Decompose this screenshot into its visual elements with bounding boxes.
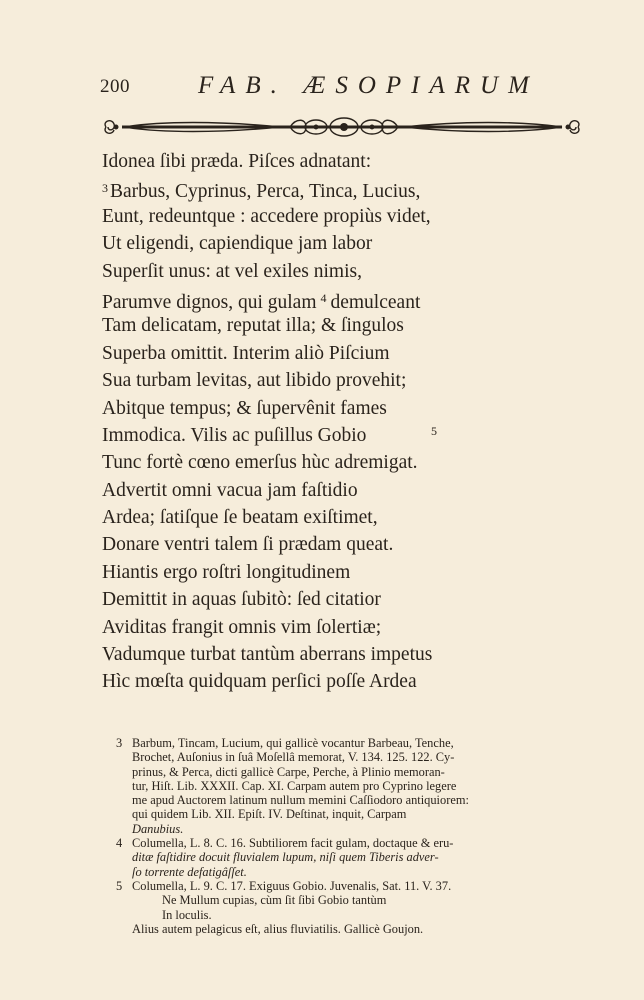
verse-line bbox=[102, 559, 552, 586]
footnote-line: ſo torrente defatigâſſet. bbox=[132, 864, 247, 879]
footnote-line: tur, Hiſt. Lib. XXXII. Cap. XI. Carpam autem pro Cyprino legere bbox=[132, 778, 457, 793]
footnote-number: 4 bbox=[116, 836, 123, 851]
verse-line-text: Hiantis ergo roſtri longitudinem bbox=[102, 561, 351, 583]
footnote-line: Danubius. bbox=[132, 821, 184, 836]
footnote-marker: 4 bbox=[320, 290, 327, 305]
verse-line bbox=[102, 340, 552, 367]
footnote-line: Alius autem pelagicus eſt, alius fluviatilis. Gallicè Goujon. bbox=[132, 921, 424, 936]
verse-line-text: Hìc mœſta quidquam perſici poſſe Ardea bbox=[102, 671, 417, 693]
verse-line bbox=[102, 477, 552, 504]
footnote-4 bbox=[116, 836, 612, 879]
footnotes bbox=[116, 736, 612, 936]
footnote-line: ditæ faſtidire docuit fluvialem lupum, niſi quem Tiberis adver- bbox=[132, 850, 439, 865]
footnote-line: In loculis. bbox=[162, 907, 212, 922]
verse-line bbox=[102, 148, 552, 175]
verse-line bbox=[102, 586, 552, 613]
verse-line-text: Barbus, Cyprinus, Perca, Tinca, Lucius, bbox=[110, 181, 421, 203]
running-title: FAB. ÆSOPIARUM bbox=[198, 72, 539, 99]
verse-line bbox=[102, 668, 552, 695]
footnote-marker: 3 bbox=[102, 181, 108, 196]
verse-line-text: Idonea ſibi præda. Piſces adnatant: bbox=[102, 151, 372, 172]
verse-line bbox=[102, 395, 552, 422]
verse-line-text: Sua turbam levitas, aut libido provehit; bbox=[102, 370, 407, 392]
verse-line bbox=[102, 175, 552, 202]
verse-line bbox=[102, 258, 552, 285]
footnote-line: Ne Mullum cupias, cùm ſit ſibi Gobio tantùm bbox=[162, 893, 387, 908]
footnote-line: Brochet, Auſonius in ſuâ Moſellâ memorat, V. 134. 125. 122. Cy- bbox=[132, 750, 455, 765]
footnote-line: me apud Auctorem latinum nullum memini Caſſiodoro antiquiorem: bbox=[132, 793, 469, 808]
verse-line bbox=[102, 203, 552, 230]
page-header bbox=[100, 72, 580, 102]
footnote-line: Columella, L. 8. C. 16. Subtiliorem facit gulam, doctaque & eru- bbox=[132, 836, 454, 851]
footnote-line: prinus, & Perca, dicti gallicè Carpe, Perche, à Plinio memoran- bbox=[132, 764, 445, 779]
verse-line bbox=[102, 312, 552, 339]
verse-line bbox=[102, 504, 552, 531]
verse-line-text: Superba omittit. Interim aliò Piſcium bbox=[102, 342, 390, 364]
verse-line bbox=[102, 367, 552, 394]
verse-line-text: Ut eligendi, capiendique jam labor bbox=[102, 233, 373, 255]
verse-line bbox=[102, 449, 552, 476]
footnote-5 bbox=[116, 879, 612, 936]
page-number: 200 bbox=[100, 76, 130, 97]
verse-line-text: Parumve dignos, qui gulam bbox=[102, 291, 317, 313]
verse-line-text: Vadumque turbat tantùm aberrans impetus bbox=[102, 644, 433, 666]
footnote-line: Columella, L. 9. C. 17. Exiguus Gobio. Juvenalis, Sat. 11. V. 37. bbox=[132, 878, 452, 893]
verse-line-text: Abitque tempus; & ſupervênit fames bbox=[102, 397, 387, 419]
verse-line bbox=[102, 422, 552, 449]
verse-line-text: Eunt, redeuntque : accedere propiùs videt, bbox=[102, 205, 431, 227]
verse-line bbox=[102, 641, 552, 668]
verse-text bbox=[102, 148, 552, 696]
verse-line bbox=[102, 230, 552, 257]
footnote-number: 5 bbox=[116, 878, 123, 893]
verse-line-text: Immodica. Vilis ac puſillus Gobio bbox=[102, 424, 367, 446]
footnote-3 bbox=[116, 736, 612, 836]
footnote-line: Barbum, Tincam, Lucium, qui gallicè vocantur Barbeau, Tenche, bbox=[132, 736, 454, 750]
verse-line-text: Ardea; ſatiſque ſe beatam exiſtimet, bbox=[102, 507, 378, 529]
footnote-number: 3 bbox=[116, 736, 123, 750]
verse-line bbox=[102, 285, 552, 312]
verse-line bbox=[102, 614, 552, 641]
verse-line-text: Tam delicatam, reputat illa; & ſingulos bbox=[102, 315, 404, 337]
verse-line-text: Superſit unus: at vel exiles nimis, bbox=[102, 260, 362, 282]
verse-line-text: Donare ventri talem ſi prædam queat. bbox=[102, 534, 394, 556]
footnote-line: qui quidem Lib. XII. Epiſt. IV. Deſtinat, inquit, Carpam bbox=[132, 807, 407, 822]
verse-line-text: Tunc fortè cœno emerſus hùc adremigat. bbox=[102, 452, 418, 474]
verse-line-text: Advertit omni vacua jam faſtidio bbox=[102, 479, 358, 501]
verse-line-text: Demittit in aquas ſubitò: ſed citatior bbox=[102, 589, 381, 611]
footnote-marker: 5 bbox=[431, 423, 437, 438]
floral-rule-ornament-icon bbox=[100, 112, 592, 142]
verse-line bbox=[102, 531, 552, 558]
verse-line-text: Aviditas frangit omnis vim ſolertiæ; bbox=[102, 616, 382, 638]
verse-line-text: demulceant bbox=[330, 291, 421, 313]
